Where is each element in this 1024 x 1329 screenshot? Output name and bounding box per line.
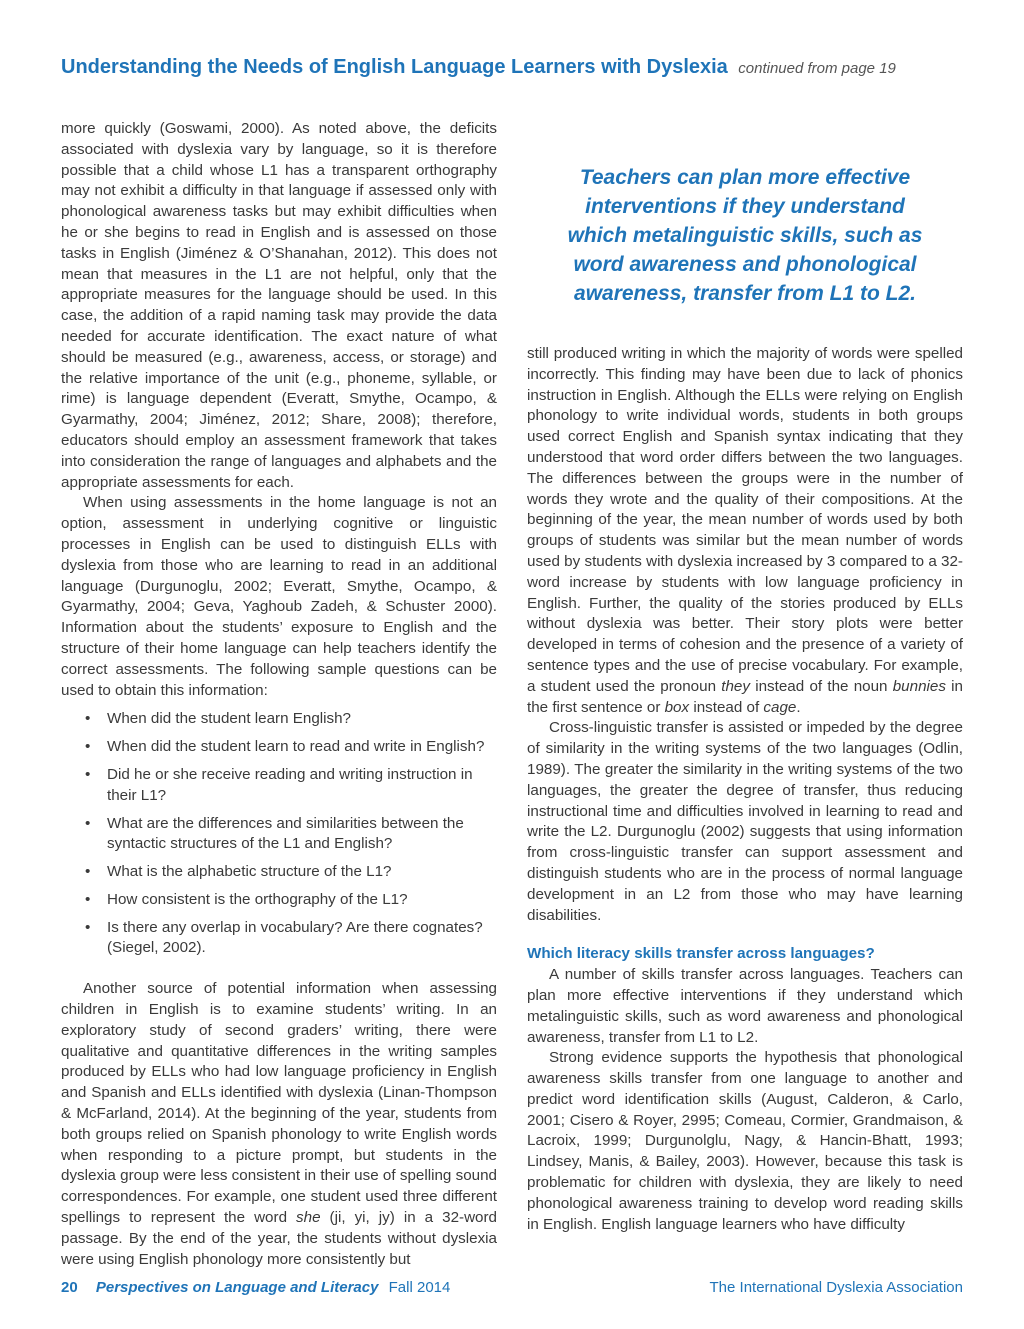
journal-name: Perspectives on Language and Literacy	[95, 1279, 379, 1296]
bullet-icon: •	[85, 765, 91, 783]
page-number: 20	[61, 1279, 78, 1296]
right-column	[527, 344, 963, 1235]
pull-quote: Teachers can plan more effective interventions if they understand which metalinguistic skills, such as word awareness and phonological awareness, transfer from L1 to L2.	[567, 166, 923, 305]
paragraph: Another source of potential information when assessing children in English is to examine students’ writing. In an exploratory study of second graders’ writing, there were qualitative and quantitative differences in the writing samples produced by ELLs who had low language proficiency in English and Spanish and ELLs identified with dyslexia (Linan-Thompson & McFarland, 2014). At the beginning of the year, students from both groups relied on Spanish phonology to write English words when responding to a picture prompt, but students in the dyslexia group were less consistent in their use of spelling sound correspondences. For example, one student used three different spellings to represent the word she (ji, yi, jy) in a 32-word passage. By the end of the year, the students without dyslexia were using English phonology more consistently but	[61, 980, 497, 1268]
list-item: • When did the student learn to read and write in English?	[61, 737, 497, 758]
paragraph: Strong evidence supports the hypothesis that phonological awareness skills transfer from one language to another and predict word identification skills (August, Calderon, & Carlo, 2001; Cisero & Royer, 2995; Comeau, Cormier, Grandmaison, & Lacroix, 1999; Durgunolglu, Nagy, & Hancin-Bhatt, 1993; Lindsey, Manis, & Bailey, 2003). However, because this task is problematic for children with dyslexia, they are likely to need phonological awareness training to develop word reading skills in English. English language learners who have difficulty	[527, 1049, 963, 1233]
list-item: • What is the alphabetic structure of the L1?	[61, 862, 497, 883]
paragraph: more quickly (Goswami, 2000). As noted above, the deficits associated with dyslexia vary by language, so it is therefore possible that a child whose L1 has a transparent orthography may not exhibit a difficulty in that language if assessed only with phonological awareness tasks but may exhibit difficulties when he or she begins to read in English and is assessed on those tasks in English (Jiménez & O’Shanahan, 2012). This does not mean that measures in the L1 are not helpful, only that the appropriate measures for the language should be used. In this case, the addition of a rapid naming task may provide the data needed for accurate identification. The exact nature of what should be measured (e.g., awareness, access, or storage) and the relative importance of the unit (e.g., phoneme, syllable, or rime) is language dependent (Everatt, Smythe, Ocampo, & Gyarmathy, 2004; Jiménez, 2012; Share, 2008); therefore, educators should employ an assessment framework that takes into consideration the range of languages and alphabets and the appropriate assessments for each.	[61, 120, 497, 491]
bullet-icon: •	[85, 738, 91, 756]
issue-label: Fall 2014	[388, 1279, 451, 1296]
paragraph: A number of skills transfer across languages. Teachers can plan more effective interventions if they understand which metalinguistic skills, such as word awareness and phonological awareness, transfer from L1 to L2.	[527, 966, 963, 1046]
article-title: Understanding the Needs of English Language Learners with Dyslexia	[61, 56, 728, 78]
list-item: • How consistent is the orthography of the L1?	[61, 890, 497, 911]
continued-note: continued from page 19	[738, 60, 896, 77]
bullet-icon: •	[85, 890, 91, 908]
section-heading: Which literacy skills transfer across languages?	[527, 945, 875, 963]
left-column	[61, 119, 497, 1270]
paragraph: Cross-linguistic transfer is assisted or impeded by the degree of similarity in the writing systems of the two languages (Odlin, 1989). The greater the similarity in the writing systems of the two languages, the greater the degree of transfer, thus reducing instructional time and difficulties involved in learning to read and write the L2. Durgunoglu (2002) suggests that using information from cross-linguistic transfer can support assessment and distinguish students who are in the process of normal language development in an L2 from those who may have learning disabilities.	[527, 719, 963, 924]
paragraph: When using assessments in the home language is not an option, assessment in underlying cognitive or linguistic processes in English can be used to distinguish ELLs with dyslexia from those who are learning to read in an additional language (Durgunoglu, 2002; Everatt, Smythe, Ocampo, & Gyarmathy, 2004; Geva, Yaghoub Zadeh, & Schuster 2000). Information about the students’ exposure to English and the structure of their home language can help teachers identify the correct assessments. The following sample questions can be used to obtain this information:	[61, 494, 497, 699]
running-header	[61, 56, 961, 79]
organization-name: The International Dyslexia Association	[709, 1279, 963, 1296]
paragraph: still produced writing in which the majority of words were spelled incorrectly. This finding may have been due to lack of phonics instruction in English. Although the ELLs were relying on English phonology to write individual words, students in both groups used correct English and Spanish syntax indicating that they understood that word order differs between the two languages. The differences between the groups were in the number of words they wrote and the quality of their compositions. At the beginning of the year, the mean number of words used by both groups of students was similar but the mean number of words used by students with dyslexia increased by 3 compared to a 32-word increase by students with low language proficiency in English. Further, the quality of the stories produced by ELLs without dyslexia was better. Their story plots were better developed in terms of cohesion and the presence of a variety of sentence types and the use of precise vocabulary. For example, a student used the pronoun they instead of the noun bunnies in the first sentence or box instead of cage.	[527, 345, 963, 716]
list-item: • Is there any overlap in vocabulary? Are there cognates? (Siegel, 2002).	[85, 918, 483, 957]
list-item: • When did the student learn English?	[61, 709, 497, 730]
bullet-icon: •	[85, 710, 91, 728]
list-item: • Did he or she receive reading and writing instruction in their L1?	[85, 765, 473, 804]
emphasis: she	[296, 1209, 321, 1227]
sample-questions-list	[61, 709, 497, 959]
bullet-icon: •	[85, 863, 91, 881]
page-footer	[61, 1279, 963, 1296]
bullet-icon: •	[85, 918, 91, 936]
list-item: • What are the differences and similarities between the syntactic structures of the L1 and English?	[85, 814, 464, 853]
bullet-icon: •	[85, 814, 91, 832]
